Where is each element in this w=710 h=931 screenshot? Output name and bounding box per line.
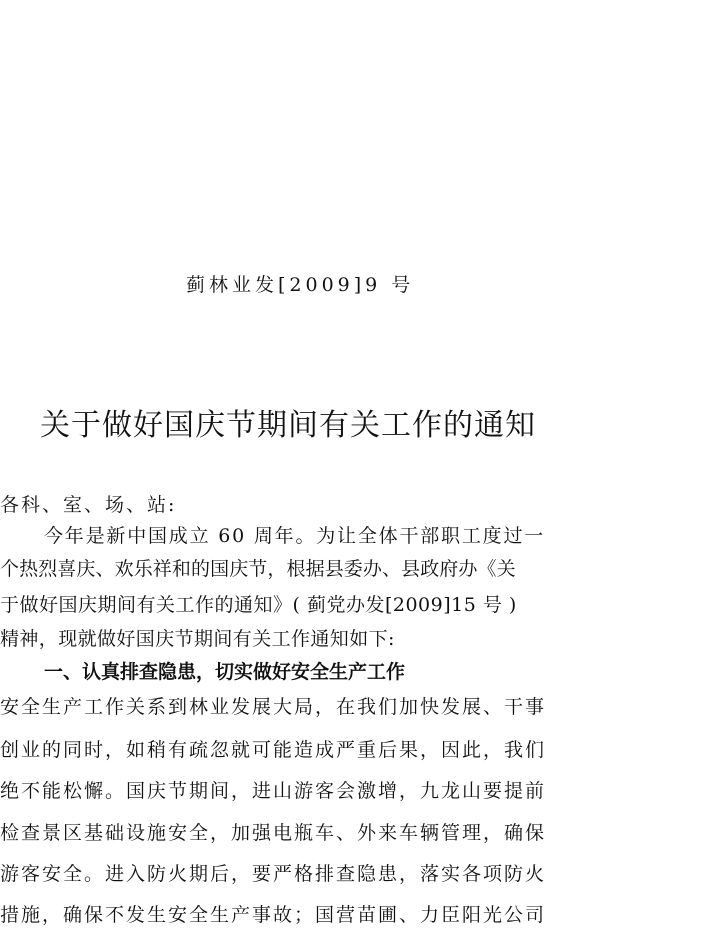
- document-number: 蓟林业发[2009]9 号: [186, 274, 415, 296]
- body-line: 措施，确保不发生安全生产事故；国营苗圃、力臣阳光公司: [0, 904, 547, 926]
- intro-line: 个热烈喜庆、欢乐祥和的国庆节，根据县委办、县政府办《关: [0, 558, 516, 580]
- body-line: 游客安全。进入防火期后，要严格排查隐患，落实各项防火: [0, 863, 547, 885]
- salutation: 各科、室、场、站:: [0, 494, 177, 516]
- body-line: 安全生产工作关系到林业发展大局，在我们加快发展、干事: [0, 696, 547, 718]
- section-heading: 一、认真排查隐患，切实做好安全生产工作: [44, 661, 406, 683]
- document-title: 关于做好国庆节期间有关工作的通知: [40, 408, 536, 443]
- body-line: 创业的同时，如稍有疏忽就可能造成严重后果，因此，我们: [0, 739, 547, 761]
- intro-line: 今年是新中国成立 60 周年。为让全体干部职工度过一: [44, 525, 546, 547]
- body-line: 绝不能松懈。国庆节期间，进山游客会激增，九龙山要提前: [0, 780, 547, 802]
- body-line: 检查景区基础设施安全，加强电瓶车、外来车辆管理，确保: [0, 822, 547, 844]
- intro-line: 精神，现就做好国庆节期间有关工作通知如下:: [0, 628, 395, 650]
- intro-line: 于做好国庆期间有关工作的通知》( 蓟党办发[2009]15 号 ): [0, 594, 517, 616]
